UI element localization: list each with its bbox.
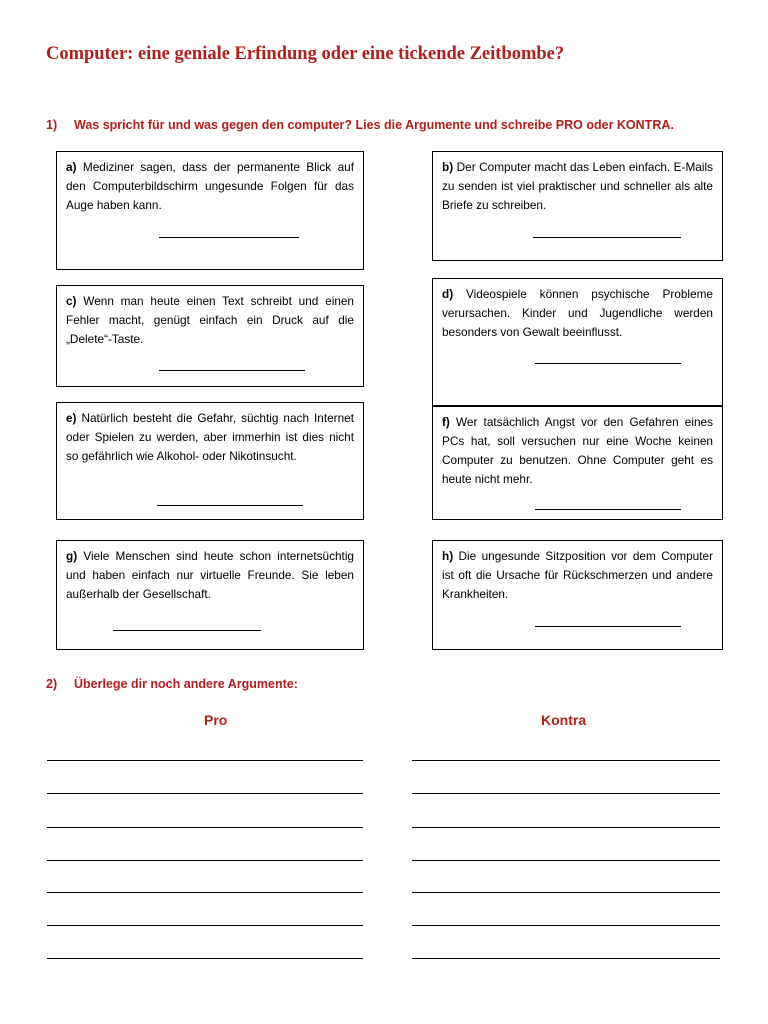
argument-text-c: c) Wenn man heute einen Text schreibt und einen Fehler macht, genügt einfach ein Druck auf die „Delete“-Taste. [66,294,354,346]
kontra-write-line[interactable] [412,958,720,959]
argument-text-e: e) Natürlich besteht die Gefahr, süchtig nach Internet oder Spielen zu werden, aber immerhin ist dies nicht so gefährlich wie Alkohol- oder Nikotinsucht. [66,411,354,463]
argument-card-b [432,151,723,261]
worksheet-title: Computer: eine geniale Erfindung oder eine tickende Zeitbombe? [46,44,565,64]
task-1-text: Was spricht für und was gegen den computer? Lies die Argumente und schreibe PRO oder KONTRA. [74,118,674,132]
argument-card-f [432,406,723,520]
answer-line-h[interactable] [535,626,681,627]
answer-line-g[interactable] [113,630,261,631]
task-2-number: 2) [46,677,58,691]
pro-write-line[interactable] [47,793,363,794]
answer-line-d[interactable] [535,363,681,364]
kontra-write-line[interactable] [412,860,720,861]
pro-write-line[interactable] [47,958,363,959]
answer-line-c[interactable] [159,370,305,371]
argument-text-a: a) Mediziner sagen, dass der permanente Blick auf den Computerbildschirm ungesunde Folgen für das Auge haben kann. [66,160,354,212]
kontra-write-line[interactable] [412,760,720,761]
pro-heading: Pro [204,712,228,728]
kontra-write-line[interactable] [412,793,720,794]
kontra-write-line[interactable] [412,925,720,926]
answer-line-b[interactable] [533,237,681,238]
answer-line-e[interactable] [157,505,303,506]
kontra-write-line[interactable] [412,827,720,828]
argument-card-h [432,540,723,650]
task-2-instruction [46,677,298,691]
argument-card-g [56,540,364,650]
argument-text-g: g) Viele Menschen sind heute schon internetsüchtig und haben einfach nur virtuelle Freunde. Sie leben außerhalb der Gesellschaft. [66,549,354,601]
kontra-write-line[interactable] [412,892,720,893]
answer-line-f[interactable] [535,509,681,510]
argument-text-d: d) Videospiele können psychische Probleme verursachen. Kinder und Jugendliche werden besonders von Gewalt beeinflusst. [442,287,713,339]
task-2-text: Überlege dir noch andere Argumente: [74,677,298,691]
kontra-heading: Kontra [541,712,587,728]
pro-write-line[interactable] [47,892,363,893]
pro-write-line[interactable] [47,860,363,861]
pro-write-line[interactable] [47,827,363,828]
pro-write-line[interactable] [47,760,363,761]
argument-text-b: b) Der Computer macht das Leben einfach. E-Mails zu senden ist viel praktischer und schneller als alte Briefe zu schreiben. [442,160,713,212]
argument-text-h: h) Die ungesunde Sitzposition vor dem Computer ist oft die Ursache für Rückschmerzen und andere Krankheiten. [442,549,713,601]
argument-card-a [56,151,364,270]
argument-card-e [56,402,364,520]
task-1-number: 1) [46,118,58,132]
argument-card-d [432,278,723,406]
argument-text-f: f) Wer tatsächlich Angst vor den Gefahren eines PCs hat, soll versuchen nur eine Woche keinen Computer zu benutzen. Ohne Computer geht es heute nicht mehr. [442,415,713,486]
argument-card-c [56,285,364,387]
answer-line-a[interactable] [159,237,299,238]
pro-write-line[interactable] [47,925,363,926]
task-1-instruction [46,118,674,132]
